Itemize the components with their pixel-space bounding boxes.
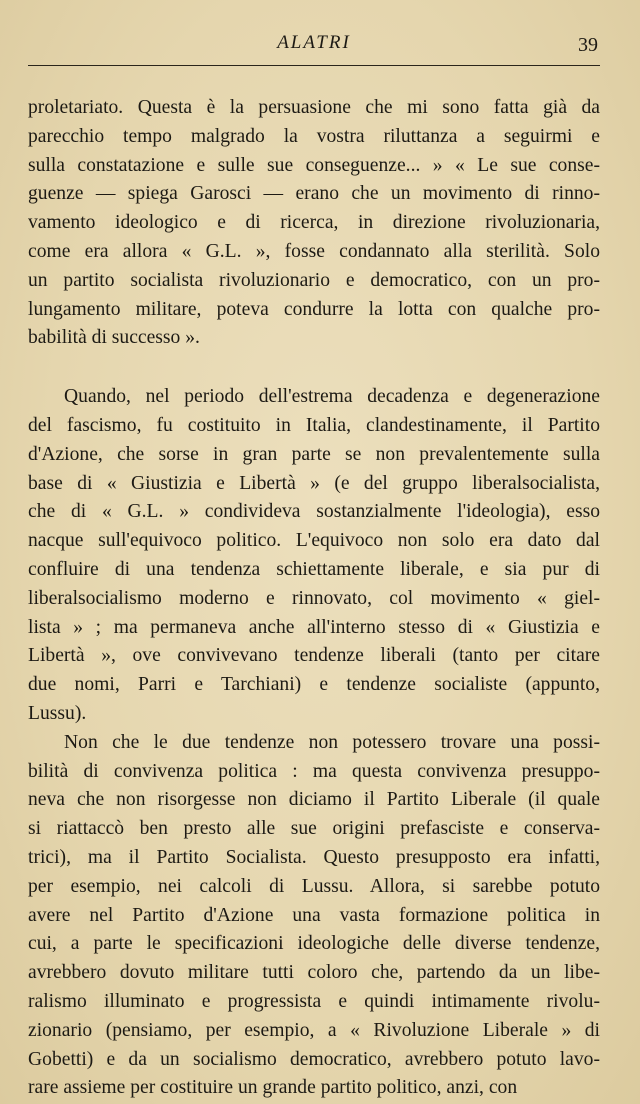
body-text — [28, 94, 600, 1103]
text-line: per esempio, nei calcoli di Lussu. Allora, si sarebbe potuto — [28, 875, 600, 897]
text-line: proletariato. Questa è la persuasione che mi sono fatta già da — [28, 97, 600, 118]
text-line: guenze — spiega Garosci — erano che un movimento di rinno- — [28, 183, 600, 205]
text-line: si riattaccò ben presto alle sue origini prefasciste e conserva- — [28, 818, 600, 840]
text-line: cui, a parte le specificazioni ideologiche delle diverse tendenze, — [28, 933, 600, 955]
text-line: rare assieme per costituire un grande partito politico, anzi, con — [28, 1077, 518, 1099]
text-line: parecchio tempo malgrado la vostra riluttanza a seguirmi e — [28, 125, 600, 147]
text-line: Lussu). — [28, 702, 87, 724]
text-line: liberalsocialismo moderno e rinnovato, col movimento « giel- — [28, 587, 600, 609]
paragraph — [28, 729, 600, 1103]
text-line: Quando, nel periodo dell'estrema decadenza e degenerazione — [64, 386, 600, 408]
text-line: Gobetti) e da un socialismo democratico, avrebbero potuto lavo- — [28, 1048, 600, 1070]
text-line: zionario (pensiamo, per esempio, a « Rivoluzione Liberale » di — [28, 1019, 600, 1041]
page-number: 39 — [578, 34, 598, 56]
paragraph — [28, 383, 600, 729]
text-line: del fascismo, fu costituito in Italia, clandestinamente, il Partito — [28, 414, 600, 436]
page-header — [28, 30, 600, 64]
text-line: lista » ; ma permaneva anche all'interno stesso di « Giustizia e — [28, 616, 600, 638]
text-line: bilità di convivenza politica : ma questa convivenza presuppo- — [28, 760, 600, 782]
paragraph — [28, 94, 600, 353]
text-line: vamento ideologico e di ricerca, in direzione rivoluzionaria, — [28, 212, 600, 234]
text-line: base di « Giustizia e Libertà » (e del gruppo liberalsocialista, — [28, 472, 600, 494]
text-line: lungamento militare, poteva condurre la lotta con qualche pro- — [28, 298, 600, 320]
text-line: che di « G.L. » condivideva sostanzialmente l'ideologia), esso — [28, 501, 600, 523]
text-line: ralismo illuminato e progressista e quindi intimamente rivolu- — [28, 990, 600, 1012]
text-line: come era allora « G.L. », fosse condannato alla sterilità. Solo — [28, 240, 600, 262]
text-line: due nomi, Parri e Tarchiani) e tendenze socialiste (appunto, — [28, 674, 600, 696]
text-line: nacque sull'equivoco politico. L'equivoco non solo era dato dal — [28, 530, 600, 552]
text-line: sulla constatazione e sulle sue conseguenze... » « Le sue conse- — [28, 154, 600, 176]
text-line: Libertà », ove convivevano tendenze liberali (tanto per citare — [28, 645, 600, 667]
text-line: avrebbero dovuto militare tutti coloro che, partendo da un libe- — [28, 962, 600, 984]
text-line: neva che non risorgesse non diciamo il Partito Liberale (il quale — [28, 789, 600, 811]
text-line: babilità di successo ». — [28, 327, 200, 349]
paragraph-gap — [28, 353, 600, 383]
text-line: un partito socialista rivoluzionario e democratico, con un pro- — [28, 269, 600, 291]
header-rule — [28, 65, 600, 66]
text-line: trici), ma il Partito Socialista. Questo presupposto era infatti, — [28, 846, 600, 868]
text-line: d'Azione, che sorse in gran parte se non prevalentemente sulla — [28, 443, 600, 465]
text-line: avere nel Partito d'Azione una vasta formazione politica in — [28, 904, 600, 926]
text-line: confluire di una tendenza schiettamente liberale, e sia pur di — [28, 558, 600, 580]
text-line: Non che le due tendenze non potessero trovare una possi- — [64, 731, 600, 753]
running-head: ALATRI — [277, 32, 351, 53]
